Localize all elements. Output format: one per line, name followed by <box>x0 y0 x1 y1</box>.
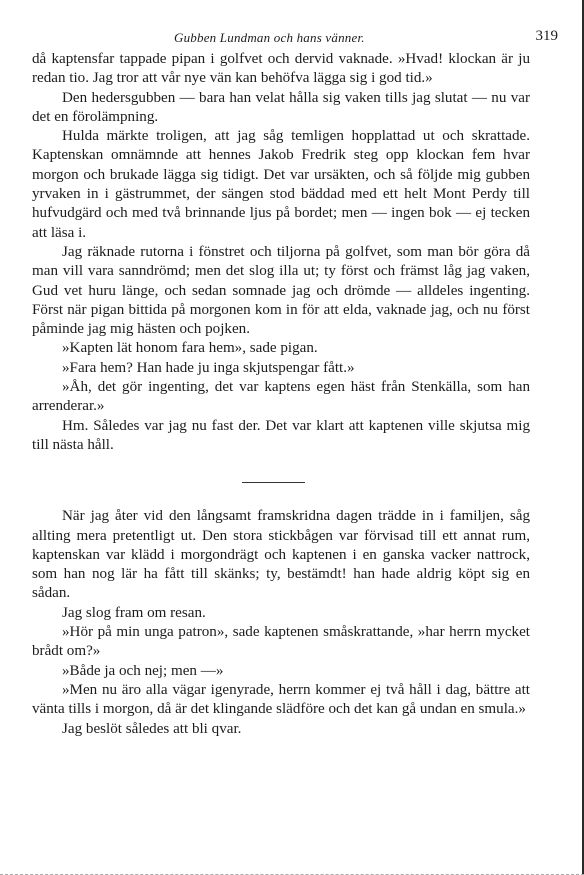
paragraph: Jag räknade rutorna i fönstret och tiljorna på golfvet, som man bör göra då man vill vara sanndrömd; men det slog illa ut; ty först och främst låg jag vaken, Gud vet huru länge, och sedan somnade jag och drömde — alldeles ingenting. Först när pigan bittida på morgonen kom in för att elda, vaknade jag, och nu först påminde jag mig hästen och pojken. <box>32 243 530 338</box>
paragraph: då kaptensfar tappade pipan i golfvet och dervid vaknade. »Hvad! klockan är ju redan tio. Jag tror att vår nye vän kan behöfva lägga sig i god tid.» <box>32 51 530 87</box>
paragraph: »Kapten lät honom fara hem», sade pigan. <box>62 340 318 357</box>
paragraph: Jag slog fram om resan. <box>62 604 206 621</box>
paragraph: Hulda märkte troligen, att jag såg temligen hopplattad ut och skrattade. Kaptenskan omnämnde att hennes Jakob Fredrik steg opp klockan fem hvar morgon och brukade lägga sig tidigt. Det var ursäkten, och så följde mig gubben yrvaken in i gästrummet, der sängen stod bäddad med ett helt Mont Perdy till hufvudgärd och med två brinnande ljus på bordet; men — ingen bok — ej tecken att läsa i. <box>32 128 530 241</box>
page-number: 319 <box>535 28 558 44</box>
section-continuation <box>32 50 530 455</box>
paragraph: När jag åter vid den långsamt framskridna dagen trädde in i familjen, såg allting mera pretentligt ut. Den stora stickbågen var förvisad till ett annat rum, kaptenskan var klädd i morgondrägt och kaptenen i en ganska vacker nattrock, som han nog lär ha fått till skänks; ty, bestämdt! han hade aldrig köpt sig en sådan. <box>32 508 530 602</box>
paragraph: »Både ja och nej; men —» <box>62 662 224 679</box>
section-divider <box>242 482 305 483</box>
running-title: Gubben Lundman och hans vänner. <box>174 30 365 45</box>
paragraph: Den hedersgubben — bara han velat hålla sig vaken tills jag slutat — nu var det en förolämpning. <box>32 89 530 125</box>
paragraph: »Men nu äro alla vägar igenyrade, herrn kommer ej två håll i dag, bättre att vänta tills i morgon, då är det klingande slädföre och det kan gå undan en smula.» <box>32 681 530 718</box>
paragraph: »Åh, det gör ingenting, det var kaptens egen häst från Stenkälla, som han arrenderar.» <box>32 379 530 415</box>
paragraph: »Fara hem? Han hade ju inga skjutspengar fått.» <box>62 359 355 376</box>
running-header <box>0 24 584 48</box>
section-new <box>32 507 530 739</box>
paragraph: Jag beslöt således att bli qvar. <box>62 720 242 737</box>
page-body <box>32 50 530 739</box>
paragraph: Hm. Således var jag nu fast der. Det var klart att kaptenen ville skjutsa mig till nästa håll. <box>32 417 530 453</box>
paragraph: »Hör på min unga patron», sade kaptenen småskrattande, »har herrn mycket brådt om?» <box>32 624 530 660</box>
